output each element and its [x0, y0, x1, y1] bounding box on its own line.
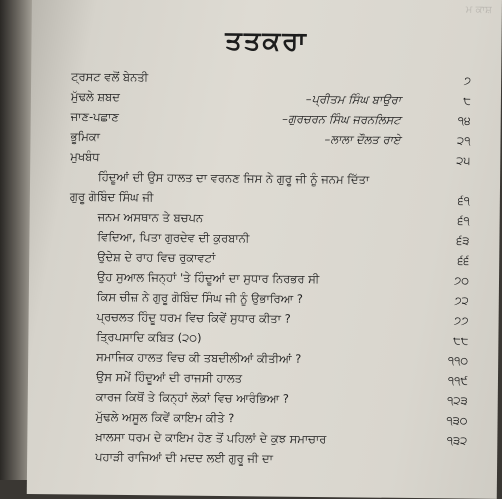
book-page: [27, 0, 502, 499]
toc-entry-author: –ਲਾਲਾ ਦੌਲਤ ਰਾਏ: [324, 132, 401, 147]
page-title: ਤਤਕਰਾ: [225, 26, 308, 57]
toc-entry-page-number: ੬੩: [456, 233, 470, 248]
toc-entry-title: ਭੂਮਿਕਾ: [70, 129, 101, 144]
toc-entry-page-number: ੧੩੨: [446, 433, 468, 448]
toc-entry-title: ਪਹਾੜੀ ਰਾਜਿਆਂ ਦੀ ਮਦਦ ਲਈ ਗੁਰੂ ਜੀ ਦਾ: [95, 449, 274, 466]
toc-entry-title: ਹਿੰਦੂਆਂ ਦੀ ਉਸ ਹਾਲਤ ਦਾ ਵਰਨਣ ਜਿਸ ਨੇ ਗੁਰੂ ਜੀ ਨੂੰ ਜਨਮ ਦਿੱਤਾ: [98, 169, 370, 187]
toc-entry-page-number: ੨੫: [456, 153, 471, 168]
toc-entry-title: ਖ਼ਾਲਸਾ ਧਰਮ ਦੇ ਕਾਇਮ ਹੋਣ ਤੋਂ ਪਹਿਲਾਂ ਦੇ ਕੁਝ ਸਮਾਚਾਰ: [95, 429, 327, 447]
toc-entry-title: ਸਮਾਜਿਕ ਹਾਲਤ ਵਿਚ ਕੀ ਤਬਦੀਲੀਆਂ ਕੀਤੀਆਂ ?: [96, 349, 302, 366]
toc-entry-page-number: ੭੭: [453, 313, 469, 328]
toc-entry-title: ਵਿਦਿਆ, ਪਿਤਾ ਗੁਰਦੇਵ ਦੀ ਕੁਰਬਾਨੀ: [97, 229, 250, 246]
toc-entry-page-number: ੮੮: [453, 333, 469, 348]
table-of-contents: [67, 66, 471, 470]
toc-entry-author: –ਗੁਰਚਰਨ ਸਿੰਘ ਜਰਨਲਿਸਟ: [282, 111, 401, 127]
toc-entry-page-number: ੧੩੦: [446, 413, 468, 428]
toc-entry-title: ਜਾਣ-ਪਛਾਣ: [70, 109, 119, 124]
toc-entry-page-number: ੬੧: [457, 193, 470, 208]
toc-entry-title: ਪ੍ਰਚਲਤ ਹਿੰਦੂ ਧਰਮ ਵਿਚ ਕਿਵੇਂ ਸੁਧਾਰ ਕੀਤਾ ?: [96, 309, 291, 326]
toc-entry-page-number: ੭: [463, 73, 472, 88]
toc-entry-author: –ਪ੍ਰੀਤਮ ਸਿੰਘ ਬਾਉਰਾ: [305, 91, 401, 107]
toc-entry-title: ਮੁੱਢਲੇ ਸ਼ਬਦ: [70, 89, 120, 104]
toc-entry-page-number: ੧੧੦: [447, 353, 469, 368]
toc-entry-title: ਕਾਰਜ ਕਿਥੋਂ ਤੇ ਕਿਨ੍ਹਾਂ ਲੋਕਾਂ ਵਿਚ ਆਰੰਭਿਆ ?: [95, 389, 289, 406]
toc-entry-title: ਤ੍ਰਿਪਸਾਦਿ ਕਬਿਤ (੨੦): [96, 329, 202, 345]
toc-entry-page-number: ੮: [463, 93, 471, 108]
toc-entry-title: ਉਸ ਸਮੇਂ ਹਿੰਦੂਆਂ ਦੀ ਰਾਜਸੀ ਹਾਲਤ: [95, 369, 243, 386]
toc-entry-page-number: ੬੬: [457, 253, 470, 268]
toc-entry-page-number: ੧੪: [457, 113, 471, 128]
toc-entry-title: ਜਨਮ ਅਸਥਾਨ ਤੇ ਬਚਪਨ: [97, 209, 204, 225]
toc-entry-page-number: ੨੧: [457, 133, 471, 148]
toc-entry-title: ਮੁਖਬੰਧ: [70, 149, 100, 164]
bleed-through-text: ਮ ਕਾਸ਼: [465, 4, 492, 16]
toc-entry-page-number: ੬੧: [457, 213, 470, 228]
toc-entry-page-number: ੭੦: [453, 273, 470, 288]
toc-entry-title: ਕਿਸ ਚੀਜ਼ ਨੇ ਗੁਰੂ ਗੋਬਿੰਦ ਸਿੰਘ ਜੀ ਨੂੰ ਉਭਾਰਿਆ ?: [96, 289, 304, 306]
toc-entry-title: ਮੁੱਢਲੇ ਅਸੂਲ ਕਿਵੇਂ ਕਾਇਮ ਕੀਤੇ ?: [95, 409, 235, 426]
toc-entry-title: ਉਹ ਸੁਆਲ ਜਿਨ੍ਹਾਂ 'ਤੇ ਹਿੰਦੂਆਂ ਦਾ ਸੁਧਾਰ ਨਿਰਭਰ ਸੀ: [96, 269, 320, 287]
toc-entry-page-number: ੭੨: [454, 293, 469, 308]
toc-entry-page-number: ੧੨੩: [447, 393, 468, 408]
toc-entry: [67, 446, 467, 470]
toc-entry-page-number: ੧੧੯: [447, 373, 469, 388]
toc-entry-title: ਟ੍ਰਸਟ ਵਲੋਂ ਬੇਨਤੀ: [71, 69, 149, 85]
toc-entry-title: ਗੁਰੂ ਗੋਬਿੰਦ ਸਿੰਘ ਜੀ: [69, 189, 154, 205]
toc-entry-title: ਉਦੇਸ਼ ਦੇ ਰਾਹ ਵਿਚ ਰੁਕਾਵਟਾਂ: [97, 249, 216, 265]
